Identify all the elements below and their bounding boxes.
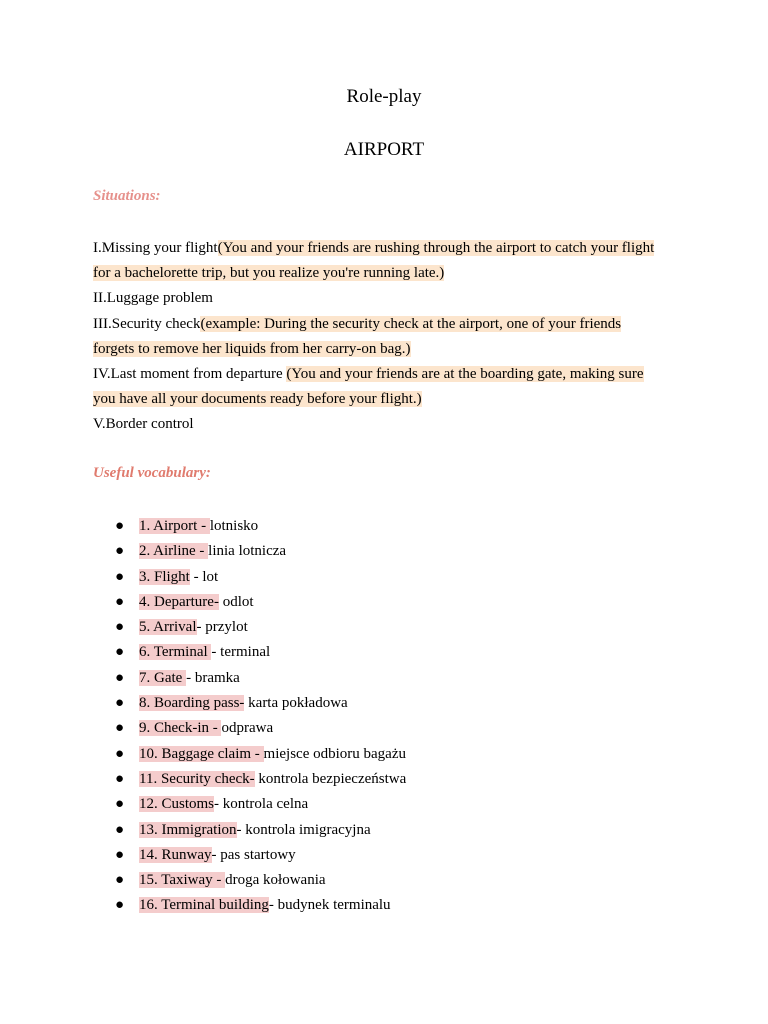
- situation-2: [93, 286, 693, 311]
- vocab-term: 7. Gate: [139, 669, 187, 686]
- vocab-term: 15. Taxiway -: [139, 872, 226, 889]
- list-item: [115, 539, 406, 564]
- bullet-icon: ●: [115, 872, 125, 889]
- vocab-term: 14. Runway: [139, 846, 212, 863]
- bullet-icon: ●: [115, 821, 125, 838]
- situation-5: [93, 412, 693, 437]
- vocab-translation: - przylot: [196, 619, 248, 636]
- bullet-icon: ●: [115, 695, 125, 712]
- list-item: [115, 843, 406, 868]
- list-item: [115, 565, 406, 590]
- list-item: [115, 742, 406, 767]
- situation-detail: (You and your friends are rushing through the airport to catch your flight: [217, 240, 655, 256]
- vocab-translation: - pas startowy: [211, 846, 296, 863]
- list-item: [115, 893, 406, 918]
- situation-detail: (example: During the security check at the airport, one of your friends: [200, 315, 622, 332]
- situation-label: IV.Last moment from departure: [93, 366, 287, 383]
- situation-label: V.Border control: [93, 416, 194, 433]
- situation-1-cont: [93, 261, 693, 286]
- vocab-term: 8. Boarding pass-: [139, 695, 245, 712]
- list-item: [115, 818, 406, 843]
- list-item: [115, 767, 406, 792]
- vocab-term: 1. Airport -: [139, 518, 210, 534]
- page-subtitle: AIRPORT: [343, 139, 425, 160]
- vocab-translation: - terminal: [211, 644, 271, 661]
- vocab-translation: - bramka: [186, 669, 240, 686]
- bullet-icon: ●: [115, 669, 125, 686]
- vocab-term: 10. Baggage claim -: [139, 745, 264, 762]
- bullet-icon: ●: [115, 518, 125, 534]
- bullet-icon: ●: [115, 644, 125, 661]
- vocab-translation: odlot: [218, 593, 254, 610]
- bullet-icon: ●: [115, 897, 125, 914]
- bullet-icon: ●: [115, 846, 125, 863]
- list-item: [115, 792, 406, 817]
- situation-3: [93, 312, 693, 337]
- vocab-translation: droga kołowania: [225, 872, 326, 889]
- list-item: [115, 514, 406, 539]
- vocab-term: 5. Arrival: [139, 619, 197, 636]
- situation-detail: forgets to remove her liquids from her carry-on bag.): [93, 340, 411, 357]
- situation-label: III.Security check: [93, 315, 201, 332]
- situation-detail: for a bachelorette trip, but you realize you're running late.): [93, 265, 445, 282]
- vocab-translation: - kontrola celna: [214, 796, 309, 813]
- bullet-icon: ●: [115, 593, 125, 610]
- list-item: [115, 691, 406, 716]
- vocab-term: 2. Airline -: [139, 543, 209, 560]
- bullet-icon: ●: [115, 568, 125, 585]
- vocab-translation: - budynek terminalu: [268, 897, 391, 914]
- bullet-icon: ●: [115, 720, 125, 737]
- situation-4: [93, 362, 693, 387]
- vocabulary-heading: Useful vocabulary:: [93, 465, 211, 481]
- vocab-translation: - lot: [189, 568, 219, 585]
- bullet-icon: ●: [115, 796, 125, 813]
- list-item: [115, 868, 406, 893]
- situation-1: [93, 236, 693, 261]
- vocab-translation: linia lotnicza: [208, 543, 287, 560]
- situation-3-cont: [93, 337, 693, 362]
- situations-list: [93, 236, 693, 438]
- bullet-icon: ●: [115, 543, 125, 560]
- vocab-term: 16. Terminal building: [139, 897, 269, 914]
- vocab-translation: miejsce odbioru bagażu: [263, 745, 406, 762]
- vocab-translation: odprawa: [221, 720, 274, 737]
- vocab-translation: - kontrola imigracyjna: [236, 821, 371, 838]
- vocab-term: 4. Departure-: [139, 593, 219, 610]
- situation-detail: (You and your friends are at the boarding gate, making sure: [286, 366, 644, 383]
- vocab-term: 11. Security check-: [139, 770, 255, 787]
- list-item: [115, 716, 406, 741]
- vocab-term: 9. Check-in -: [139, 720, 222, 737]
- situation-label: I.Missing your flight: [93, 240, 218, 256]
- vocab-translation: kontrola bezpieczeństwa: [254, 770, 407, 787]
- situation-detail: you have all your documents ready before your flight.): [93, 391, 422, 408]
- vocabulary-list: [115, 514, 406, 919]
- situations-heading: Situations:: [93, 188, 161, 204]
- bullet-icon: ●: [115, 619, 125, 636]
- bullet-icon: ●: [115, 770, 125, 787]
- list-item: [115, 615, 406, 640]
- list-item: [115, 640, 406, 665]
- vocab-term: 12. Customs: [139, 796, 215, 813]
- vocab-term: 6. Terminal: [139, 644, 212, 661]
- page-title: Role-play: [346, 86, 422, 107]
- vocab-translation: karta pokładowa: [244, 695, 348, 712]
- situation-label: II.Luggage problem: [93, 290, 213, 307]
- bullet-icon: ●: [115, 745, 125, 762]
- vocab-term: 3. Flight: [139, 568, 190, 585]
- vocab-translation: lotnisko: [209, 518, 259, 534]
- list-item: [115, 590, 406, 615]
- vocab-term: 13. Immigration: [139, 821, 237, 838]
- situation-4-cont: [93, 387, 693, 412]
- list-item: [115, 666, 406, 691]
